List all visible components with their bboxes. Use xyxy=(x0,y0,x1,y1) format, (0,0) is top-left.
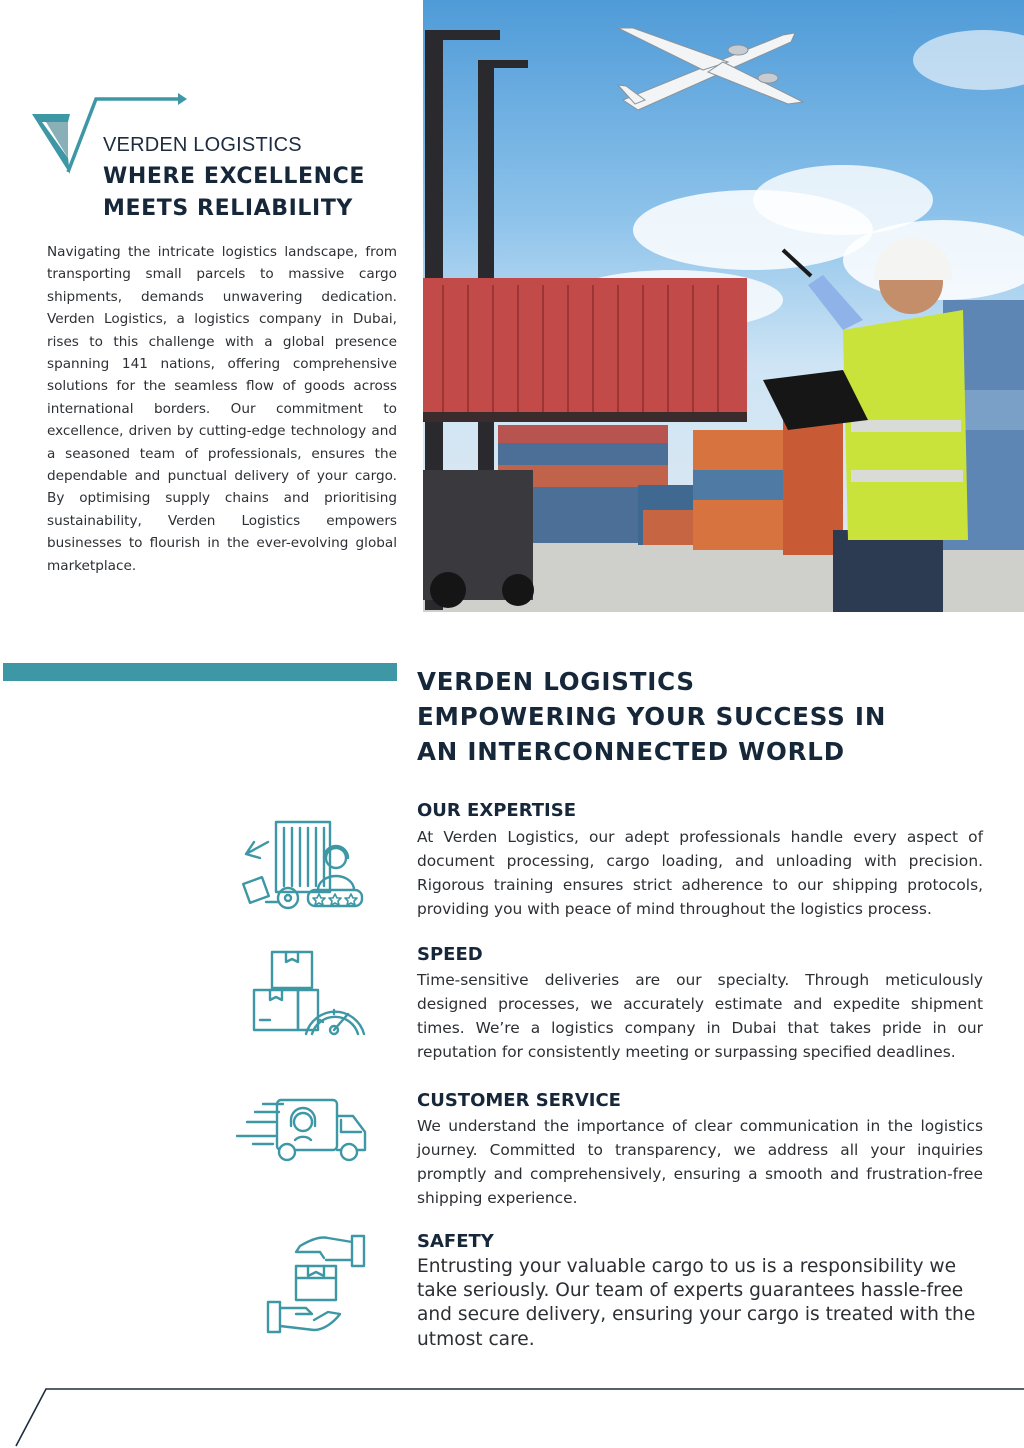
accent-bar xyxy=(3,663,397,681)
section-heading-line-2: EMPOWERING YOUR SUCCESS IN xyxy=(417,702,887,731)
footer-divider-line xyxy=(0,1380,1024,1448)
boxes-speedometer-icon xyxy=(250,950,366,1038)
feature-text-safety: Entrusting your valuable cargo to us is a responsibility we take seriously. Our team of experts guarantees hassle-free and secure delivery, ensuring your cargo is treated with the utmost care. xyxy=(417,1256,976,1350)
tagline-line-1: WHERE EXCELLENCE xyxy=(103,164,365,189)
brand-tagline xyxy=(103,161,403,225)
feature-title-speed: SPEED xyxy=(417,944,483,965)
feature-text-customer-service: We understand the importance of clear communication in the logistics journey. Committed to transparency, we address all your inquiries promptly and comprehensively, ensuring a smooth and frustration-free shipping experience. xyxy=(417,1117,983,1207)
hero-image-logistics-port xyxy=(423,0,1024,612)
feature-text-speed: Time-sensitive deliveries are our specialty. Through meticulously designed processes, we accurately estimate and expedite shipment times. We’re a logistics company in Dubai that takes pride in our reputation for consistently meeting or surpassing specified deadlines. xyxy=(417,971,983,1061)
hands-protecting-box-icon xyxy=(266,1232,368,1336)
airplane xyxy=(618,28,803,110)
section-heading-line-3: AN INTERCONNECTED WORLD xyxy=(417,737,845,766)
delivery-truck-headset-icon xyxy=(233,1098,368,1162)
feature-title-safety: SAFETY xyxy=(417,1231,494,1252)
expertise-worker-icon xyxy=(240,818,366,912)
feature-title-expertise: OUR EXPERTISE xyxy=(417,800,576,821)
section-heading xyxy=(417,664,1007,769)
section-heading-line-1: VERDEN LOGISTICS xyxy=(417,667,695,696)
intro-paragraph: Navigating the intricate logistics landscape, from transporting small parcels to massive cargo shipments, demands unwavering dedication. Verden Logistics, a logistics company in Dubai, rises to this challenge with a global presence spanning 141 nations, offering comprehensive solutions for the seamless flow of goods across international borders. Our commitment to excellence, driven by cutting-edge technology and a seasoned team of professionals, ensures the dependable and punctual delivery of your cargo. By optimising supply chains and prioritising sustainability, Verden Logistics empowers businesses to flourish in the ever-evolving global marketplace. xyxy=(47,244,397,574)
tagline-line-2: MEETS RELIABILITY xyxy=(103,196,353,221)
feature-text-expertise: At Verden Logistics, our adept professionals handle every aspect of document processing, cargo loading, and unloading with precision. Rigorous training ensures strict adherence to our shipping protocols, providing you with peace of mind throughout the logistics process. xyxy=(417,828,983,918)
feature-title-customer-service: CUSTOMER SERVICE xyxy=(417,1090,621,1111)
brand-name: VERDEN LOGISTICS xyxy=(103,134,302,156)
